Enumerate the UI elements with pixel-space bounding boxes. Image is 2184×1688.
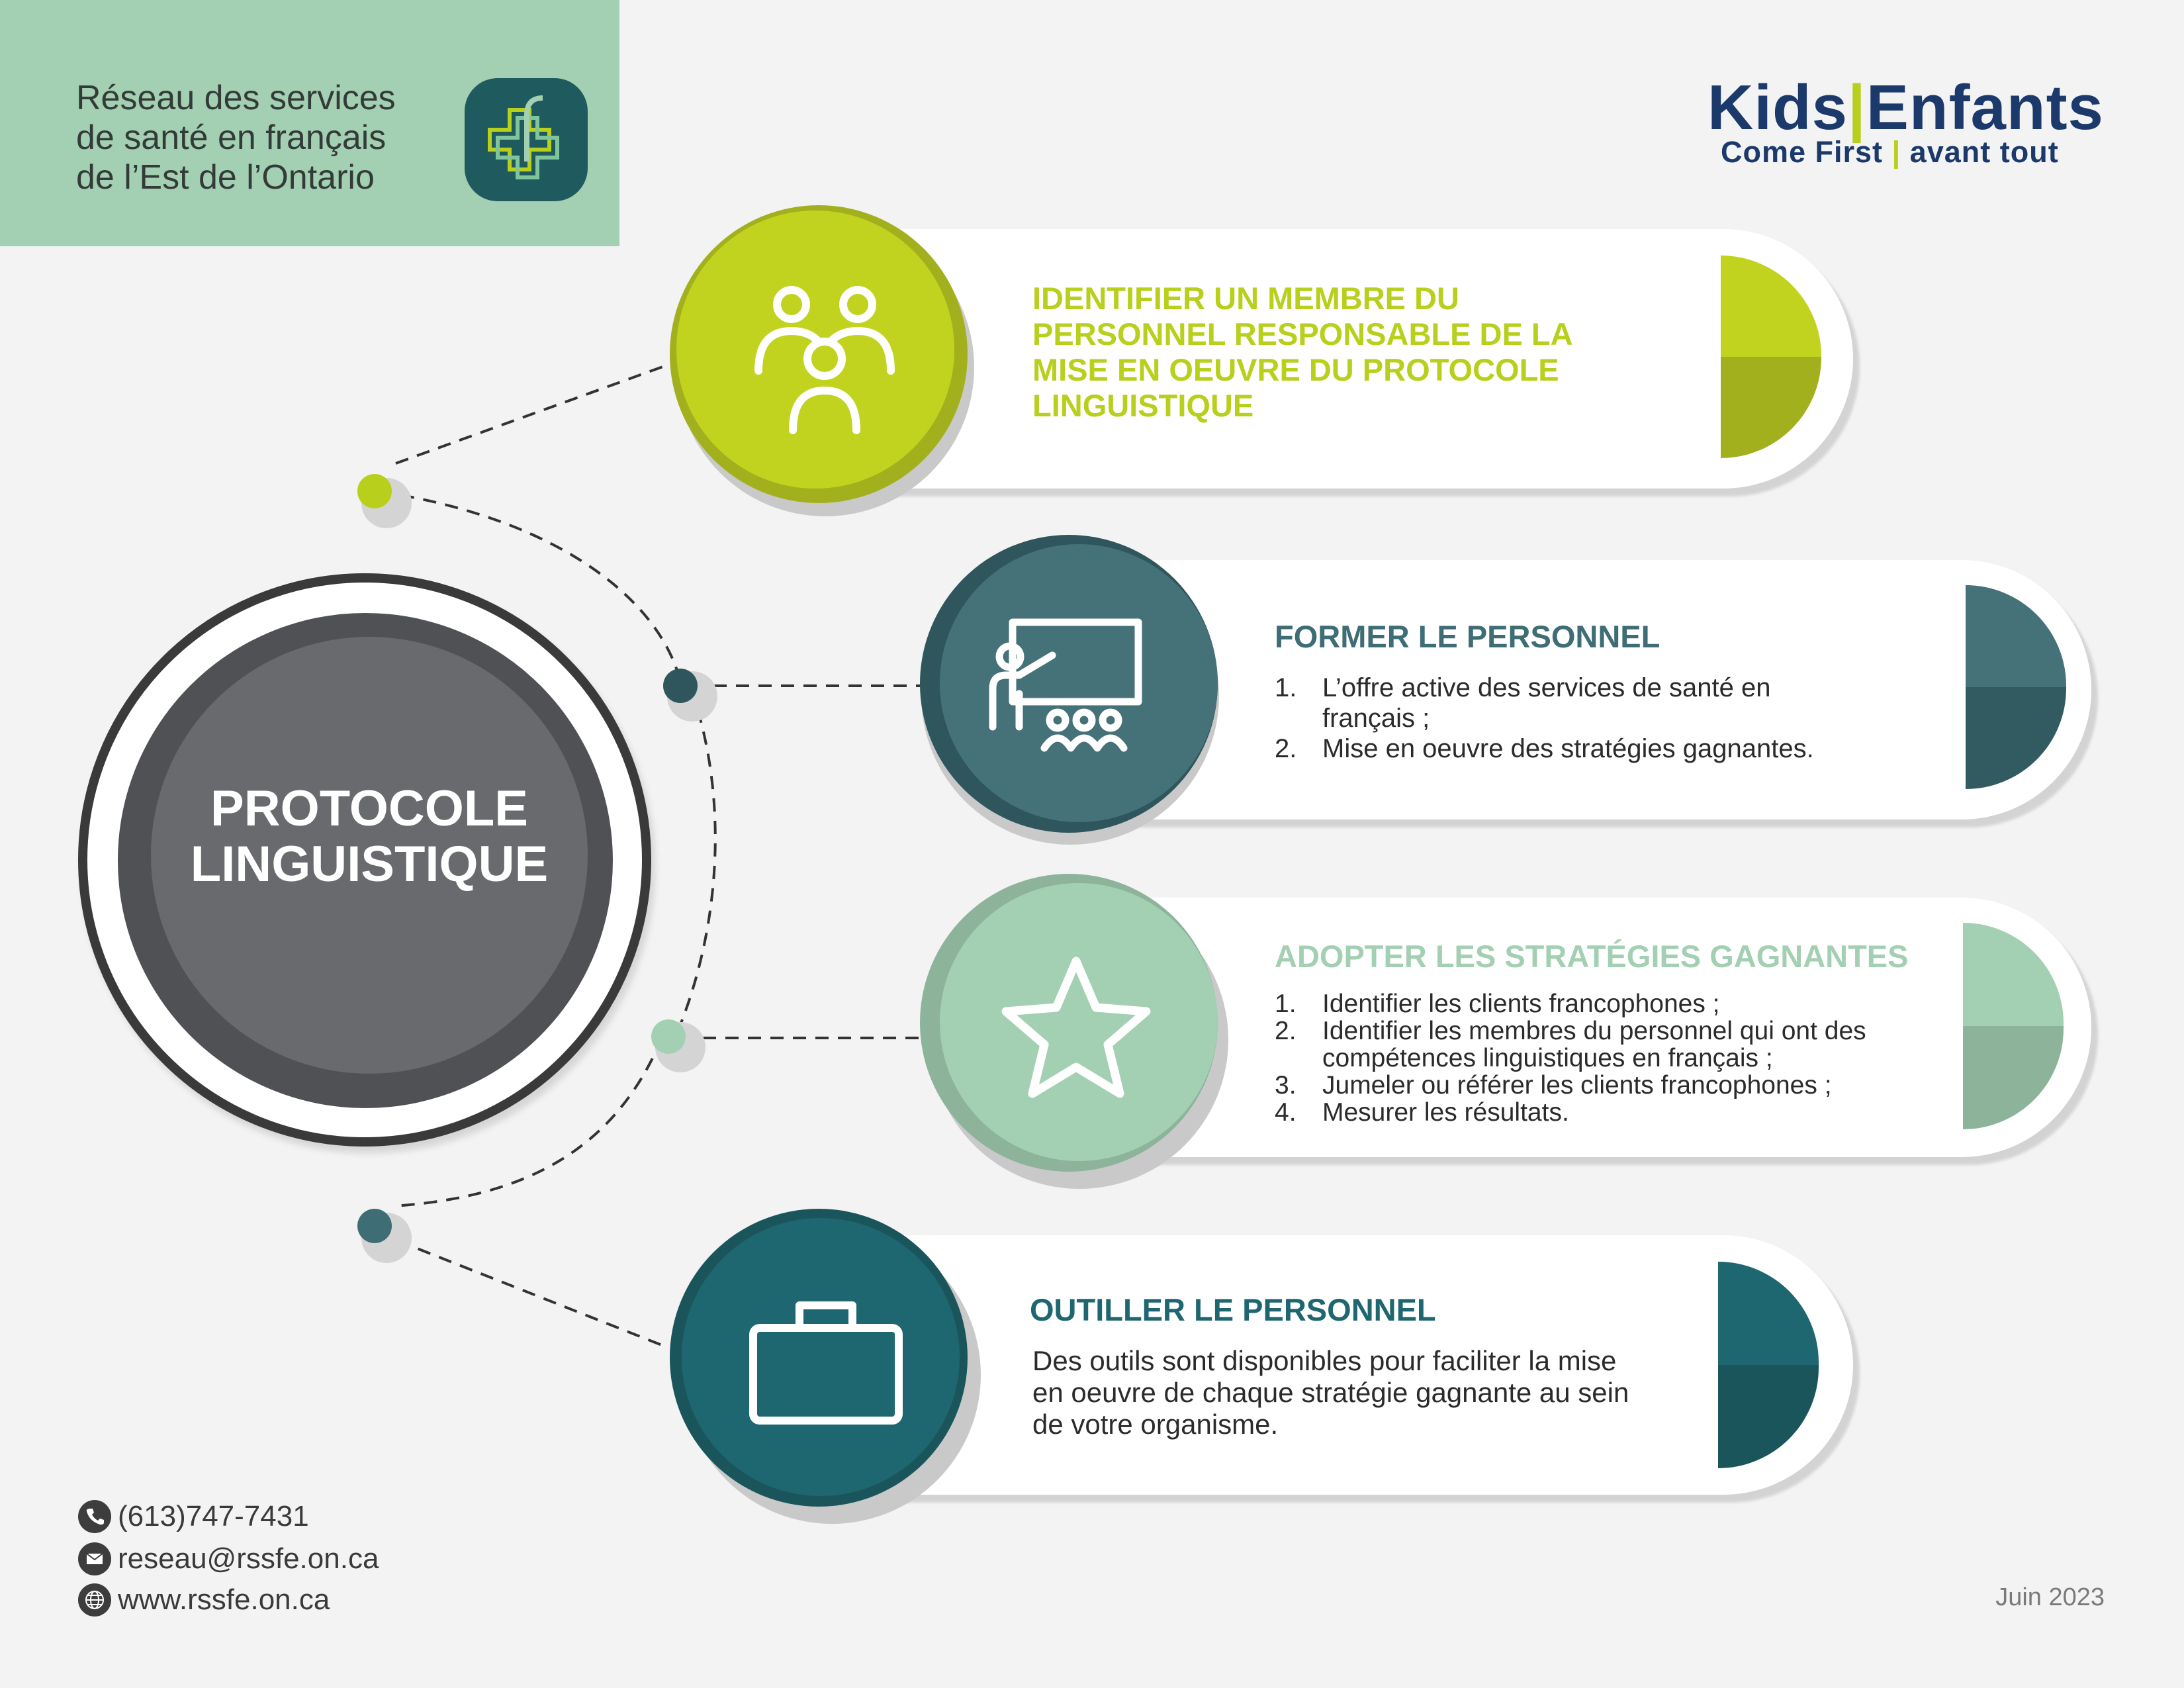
list-item: 2. Identifier les membres du personnel qui ont des compétences linguistiques en français ;: [1275, 1017, 1866, 1072]
step-2-accent: [1966, 585, 2066, 789]
presentation-board-icon: [986, 616, 1158, 761]
step-4-title: OUTILLER LE PERSONNEL: [1030, 1292, 1436, 1327]
timeline-dot-3: [651, 1019, 686, 1054]
step-1-accent: [1721, 256, 1821, 458]
briefcase-icon: [747, 1295, 905, 1427]
website-link[interactable]: www.rssfe.on.ca: [118, 1583, 330, 1616]
step-3-title: ADOPTER LES STRATÉGIES GAGNANTES: [1275, 939, 1909, 974]
list-item: 4. Mesurer les résultats.: [1275, 1098, 1569, 1127]
step-1-title: IDENTIFIER UN MEMBRE DU PERSONNEL RESPONSABLE DE LA MISE EN OEUVRE DU PROTOCOLE LINGUISTIQUE: [1032, 281, 1573, 423]
contact-email: [78, 1542, 379, 1575]
publication-date: Juin 2023: [1995, 1583, 2105, 1611]
step-4-accent: [1718, 1262, 1819, 1468]
step-3-list: [1275, 990, 1963, 1126]
timeline-dot-2: [663, 669, 698, 703]
list-item: 1. Identifier les clients francophones ;: [1275, 990, 1720, 1018]
timeline-dot-1: [357, 474, 392, 508]
logo-line1: Kids|Enfants: [1707, 72, 2104, 143]
timeline-dot-4: [357, 1209, 392, 1243]
connector-1: [396, 363, 674, 463]
phone-number[interactable]: (613)747-7431: [118, 1500, 309, 1532]
step-4-body: Des outils sont disponibles pour faciliter la mise en oeuvre de chaque stratégie gagnante au sein de votre organisme.: [1032, 1345, 1629, 1440]
logo-line2: Come First | avant tout: [1721, 135, 2059, 169]
org-name-line: de santé en français: [76, 118, 387, 157]
mail-icon: [78, 1542, 111, 1575]
list-item: 2. Mise en oeuvre des stratégies gagnantes.: [1275, 734, 1814, 763]
contact-phone: [78, 1500, 309, 1533]
contact-website: [78, 1583, 330, 1617]
globe-icon: [78, 1583, 111, 1617]
email-link[interactable]: reseau@rssfe.on.ca: [118, 1542, 379, 1575]
center-title: PROTOCOLE LINGUISTIQUE: [190, 780, 549, 892]
star-icon: [997, 953, 1156, 1105]
list-item: 1. L’offre active des services de santé en français ;: [1275, 673, 1771, 733]
step-3-accent: [1963, 923, 2064, 1129]
arc-2: [680, 688, 715, 1025]
step-2-list: [1275, 673, 1963, 764]
step-2-title: FORMER LE PERSONNEL: [1275, 619, 1661, 654]
phone-icon: [78, 1500, 111, 1533]
list-item: 3. Jumeler ou référer les clients francophones ;: [1275, 1071, 1832, 1100]
org-name-line: Réseau des services: [76, 79, 396, 117]
org-name-line: de l’Est de l’Ontario: [76, 158, 375, 197]
connector-4: [397, 1241, 668, 1348]
people-group-icon: [745, 278, 904, 437]
